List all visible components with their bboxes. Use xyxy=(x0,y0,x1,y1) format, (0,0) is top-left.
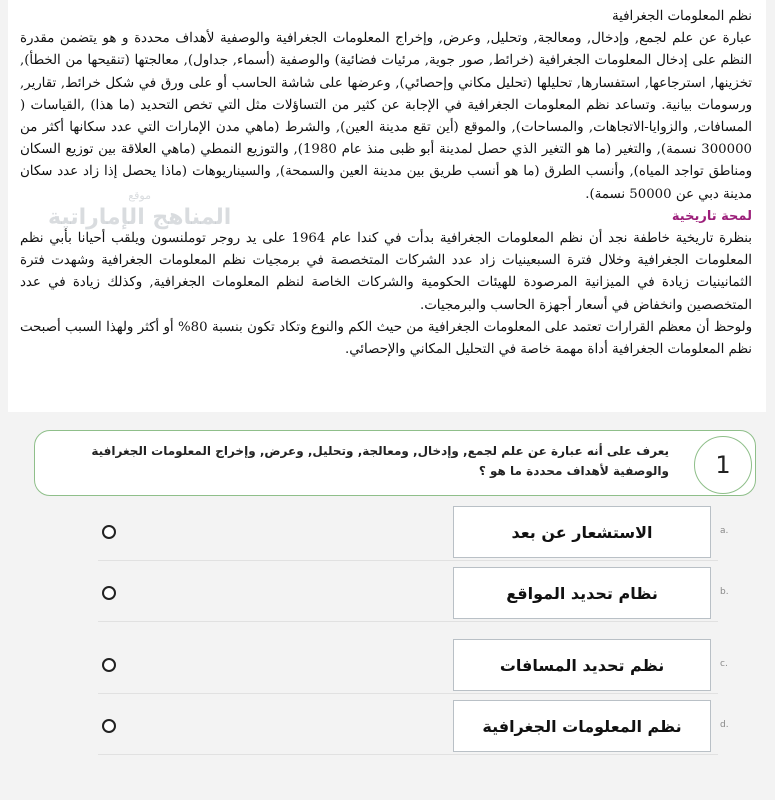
radio-button-d[interactable] xyxy=(102,719,116,733)
question-number-badge: 1 xyxy=(694,436,752,494)
radio-button-b[interactable] xyxy=(102,586,116,600)
option-c[interactable] xyxy=(98,639,738,693)
document-paragraph-decisions: ولوحظ أن معظم القرارات تعتمد على المعلومات الجغرافية من حيث الكم والنوع وتكاد تكون بنسبة 80% أو أكثر ولهذا السبب أصبحت نظم المعلومات الجغرافية أداة مهمة خاصة في التحليل المكاني والإحصائي. xyxy=(20,319,752,358)
option-d-letter: d. xyxy=(720,720,729,730)
option-d[interactable] xyxy=(98,700,738,754)
option-d-label[interactable]: نظم المعلومات الجغرافية xyxy=(453,700,711,752)
option-divider xyxy=(98,754,718,755)
watermark-logo-text: المناهج الإماراتية xyxy=(48,205,232,231)
question-text: يعرف على أنه عبارة عن علم لجمع, وإدخال, ومعالجة, وتحليل, وعرض, وإخراج المعلومات الجغرافية والوصفية لأهداف محددة ما هو ؟ xyxy=(91,444,669,478)
document-paragraph-definition: عبارة عن علم لجمع, وإدخال, ومعالجة, وتحليل, وعرض, وإخراج المعلومات الجغرافية والوصفية لأهداف محددة و هو يتضمن مقدرة النظم على إدخال المعلومات الجغرافية (خرائط, صور جوية, مرئيات فضائية) والوصفية (أسماء, جداول), معالجتها (تنقيحها من الخطأ), تخزينها, استرجاعها, استفسارها, تحليلها (تحليل مكاني وإحصائي), وعرضها على شاشة الحاسب أو على ورق في شكل خرائط, تقارير, ورسومات بيانية. وتساعد نظم المعلومات الجغرافية في الإجابة عن كثير من التساؤلات مثل التي تخص التحديد (ما هذا) ,القياسات ( المسافات, والزوايا-الاتجاهات, والمساحات), والموقع (أين تقع مدينة العين), والشرط (ماهي مدن الإمارات التي عدد سكانها أكثر من 300000 نسمة), والتغير (ما هو التغير الذي حصل لمدينة أبو ظبى منذ عام 1980), والتوزيع النمطي (ماهي العلاقة بين توزيع السكان ومناطق تواجد المياه), وأنسب الطرق (ما هو أنسب طريق بين مدينة العين والسمحة), والسيناريوهات (ماذا يحصل إذا زاد عدد سكان مدينة دبي عن 50000 نسمة). xyxy=(20,31,752,202)
radio-button-c[interactable] xyxy=(102,658,116,672)
document-paragraph-history: بنظرة تاريخية خاطفة نجد أن نظم المعلومات الجغرافية بدأت في كندا عام 1964 على يد روجر توملنسون ويلقب أحيانا بأبي نظم المعلومات الجغرافية وخلال فترة السبعينيات زاد عدد الشركات المتخصصة في برمجيات نظم المعلومات الجغرافية وشهدت فترة الثمانينيات زيادة في الميزانية المرصودة للهيئات الحكومية والشركات الخاصة لنظم المعلومات الجغرافية, وكذلك زيادة في عدد المتخصصين وانخفاض في أسعار أجهزة الحاسب والبرمجيات. xyxy=(20,231,752,313)
document-heading: نظم المعلومات الجغرافية xyxy=(612,9,752,24)
option-c-label[interactable]: نظم تحديد المسافات xyxy=(453,639,711,691)
option-c-letter: c. xyxy=(720,659,728,669)
option-b-label[interactable]: نظام تحديد المواقع xyxy=(453,567,711,619)
document-subheading: لمحة تاريخية xyxy=(671,208,752,224)
option-divider xyxy=(98,621,718,622)
option-a-label[interactable]: الاستشعار عن بعد xyxy=(453,506,711,558)
option-a[interactable] xyxy=(98,506,738,560)
question-card xyxy=(34,430,756,496)
option-b-letter: b. xyxy=(720,587,729,597)
watermark-small-text: موقع xyxy=(128,189,151,202)
option-a-letter: a. xyxy=(720,526,729,536)
document-excerpt xyxy=(8,0,766,412)
option-b[interactable] xyxy=(98,567,738,621)
option-divider xyxy=(98,693,718,694)
option-divider xyxy=(98,560,718,561)
radio-button-a[interactable] xyxy=(102,525,116,539)
